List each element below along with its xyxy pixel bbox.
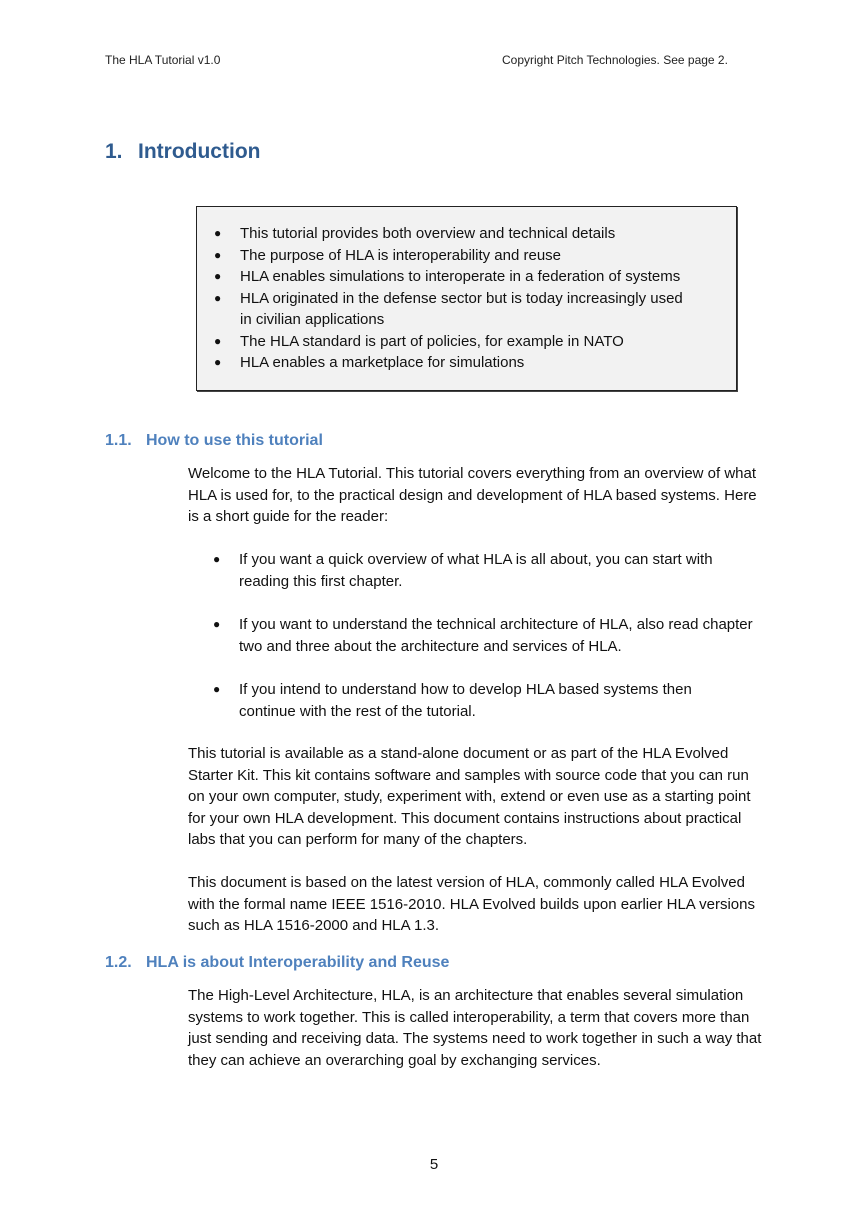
bullet-icon: ●	[214, 226, 222, 240]
chapter-heading	[105, 140, 260, 164]
bullet-icon: ●	[214, 355, 222, 369]
section-title: HLA is about Interoperability and Reuse	[146, 954, 450, 971]
bullet-icon: ●	[214, 269, 222, 283]
summary-list	[197, 207, 736, 374]
list-item	[197, 223, 726, 245]
list-item-text: The HLA standard is part of policies, for example in NATO	[240, 332, 624, 350]
running-header-title: The HLA Tutorial v1.0	[105, 53, 221, 67]
bullet-icon: ●	[214, 333, 222, 348]
list-item-text: The purpose of HLA is interoperability and reuse	[240, 246, 562, 264]
bullet-icon: ●	[214, 247, 222, 262]
chapter-number: 1.	[105, 140, 123, 163]
list-item-text: If you want a quick overview of what HLA is all about, you can start with reading this first chapter.	[239, 551, 713, 590]
list-item-text: HLA enables a marketplace for simulations	[240, 354, 525, 371]
section-heading-1-1	[105, 432, 323, 450]
list-item-text: HLA enables simulations to interoperate in a federation of systems	[240, 268, 681, 285]
bullet-icon: ●	[213, 682, 221, 696]
bullet-icon: ●	[213, 552, 221, 566]
chapter-title: Introduction	[138, 140, 261, 163]
list-item	[197, 245, 726, 267]
list-item-text: This tutorial provides both overview and technical details	[240, 225, 616, 242]
list-item	[197, 352, 726, 374]
list-item	[196, 549, 776, 592]
list-item	[196, 614, 776, 657]
section-heading-1-2	[105, 954, 449, 972]
starter-kit-paragraph: This tutorial is available as a stand-alone document or as part of the HLA Evolved Starter Kit. This kit contains software and samples with source code that you can run on your own computer, study, experiment with, extend or even use as a starting point for your own HLA development. This document contains instructions about practical labs that you can perform for many of the chapters.	[188, 745, 751, 848]
reader-guide-list	[196, 549, 776, 744]
version-paragraph: This document is based on the latest version of HLA, commonly called HLA Evolved with the formal name IEEE 1516-2010. HLA Evolved builds upon earlier HLA versions such as HLA 1516-2000 and HLA 1.3.	[188, 874, 755, 934]
list-item-text: If you intend to understand how to develop HLA based systems then continue with the rest of the tutorial.	[239, 681, 692, 720]
intro-paragraph: Welcome to the HLA Tutorial. This tutorial covers everything from an overview of what HLA is used for, to the practical design and development of HLA based systems. Here is a short guide for the reader:	[188, 465, 757, 525]
section-number: 1.2.	[105, 954, 132, 971]
bullet-icon: ●	[213, 617, 221, 631]
list-item	[197, 331, 726, 353]
list-item	[196, 679, 776, 722]
hla-definition-paragraph: The High-Level Architecture, HLA, is an architecture that enables several simulation systems to work together. This is called interoperability, a term that covers more than just sending and receiving data. The systems need to work together in such a way that they can achieve an overarching goal by exchanging services.	[188, 987, 762, 1069]
summary-box	[196, 206, 737, 391]
running-header-copyright: Copyright Pitch Technologies. See page 2.	[502, 53, 728, 67]
list-item	[197, 266, 726, 288]
list-item-text: If you want to understand the technical architecture of HLA, also read chapter two and three about the architecture and services of HLA.	[239, 616, 753, 655]
page-number: 5	[429, 1156, 439, 1173]
section-title: How to use this tutorial	[146, 432, 323, 449]
bullet-icon: ●	[214, 290, 222, 305]
list-item	[197, 288, 726, 331]
list-item-text: HLA originated in the defense sector but is today increasingly used in civilian applications	[240, 289, 683, 328]
section-number: 1.1.	[105, 432, 132, 449]
